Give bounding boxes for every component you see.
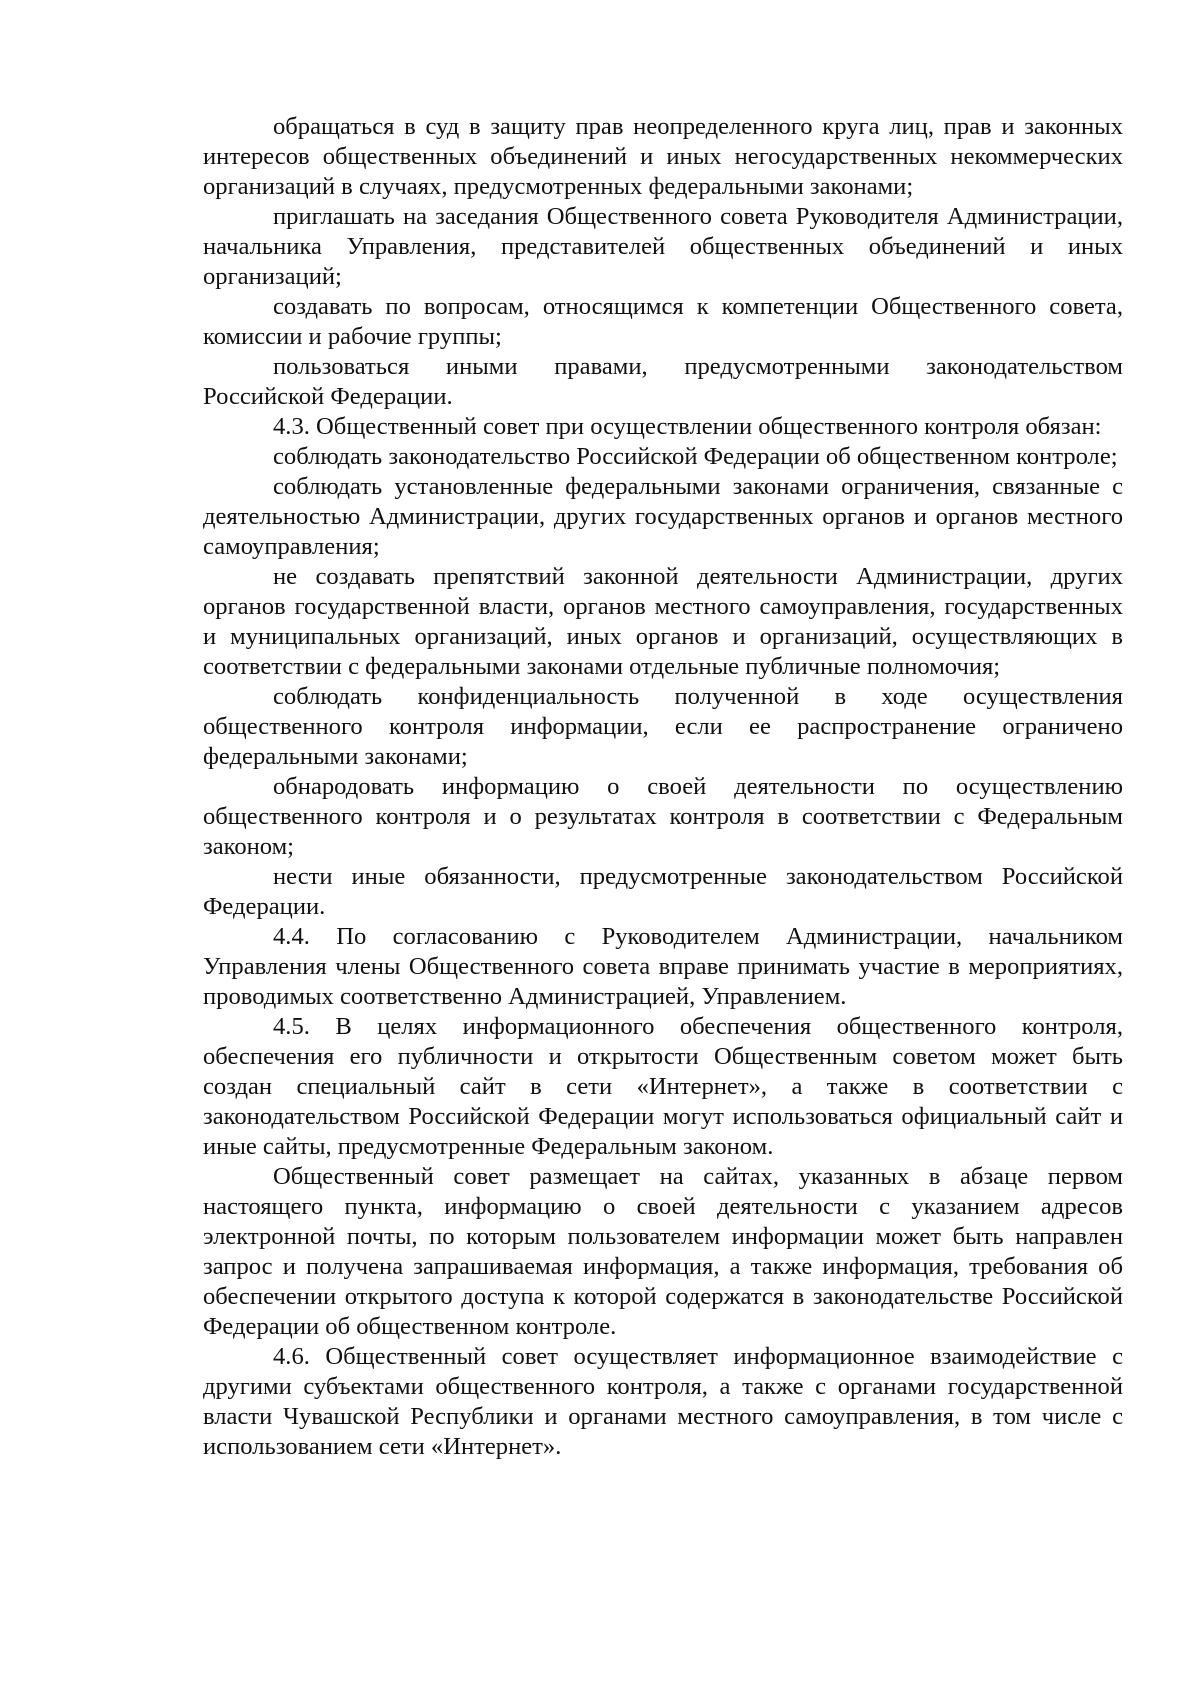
paragraph-right-to-create-commissions: создавать по вопросам, относящимся к компетенции Общественного совета, комиссии и рабочие группы; [203, 293, 1123, 350]
paragraph-other-duties: нести иные обязанности, предусмотренные законодательством Российской Федерации. [203, 863, 1123, 920]
paragraph-other-rights: пользоваться иными правами, предусмотренными законодательством Российской Федерации. [203, 353, 1123, 410]
paragraph-4-4-events: 4.4. По согласованию с Руководителем Администрации, начальником Управления члены Общественного совета вправе принимать участие в мероприятиях, проводимых соответственно Администрацией, Управлением. [203, 923, 1123, 1010]
paragraph-right-to-invite: приглашать на заседания Общественного совета Руководителя Администрации, начальника Управления, представителей общественных объединений и иных организаций; [203, 203, 1123, 290]
document-body [203, 112, 1123, 1462]
paragraph-website-content: Общественный совет размещает на сайтах, указанных в абзаце первом настоящего пункта, информацию о своей деятельности с указанием адресов электронной почты, по которым пользователем информации может быть направлен запрос и получена запрашиваемая информация, а также информация, требования об обеспечении открытого доступа к которой содержатся в законодательстве Российской Федерации об общественном контроле. [203, 1163, 1123, 1340]
paragraph-publish-information: обнародовать информацию о своей деятельности по осуществлению общественного контроля и о результатах контроля в соответствии с Федеральным законом; [203, 773, 1123, 860]
paragraph-obey-legislation: соблюдать законодательство Российской Федерации об общественном контроле; [273, 443, 1118, 470]
paragraph-confidentiality: соблюдать конфиденциальность полученной в ходе осуществления общественного контроля информации, если ее распространение ограничено федеральными законами; [203, 683, 1123, 770]
paragraph-4-6-interaction: 4.6. Общественный совет осуществляет информационное взаимодействие с другими субъектами общественного контроля, а также с органами государственной власти Чувашской Республики и органами местного самоуправления, в том числе с использованием сети «Интернет». [203, 1343, 1123, 1460]
paragraph-right-to-sue: обращаться в суд в защиту прав неопределенного круга лиц, прав и законных интересов общественных объединений и иных негосударственных некоммерческих организаций в случаях, предусмотренных федеральными законами; [203, 113, 1123, 200]
paragraph-no-obstacles: не создавать препятствий законной деятельности Администрации, других органов государственной власти, органов местного самоуправления, государственных и муниципальных организаций, иных органов и организаций, осуществляющих в соответствии с федеральными законами отдельные публичные полномочия; [203, 563, 1123, 680]
paragraph-4-5-website: 4.5. В целях информационного обеспечения общественного контроля, обеспечения его публичности и открытости Общественным советом может быть создан специальный сайт в сети «Интернет», а также в соответствии с законодательством Российской Федерации могут использоваться официальный сайт и иные сайты, предусмотренные Федеральным законом. [203, 1013, 1123, 1160]
paragraph-4-3-obligations: 4.3. Общественный совет при осуществлении общественного контроля обязан: [273, 413, 1102, 440]
paragraph-obey-restrictions: соблюдать установленные федеральными законами ограничения, связанные с деятельностью Администрации, других государственных органов и органов местного самоуправления; [203, 473, 1123, 560]
